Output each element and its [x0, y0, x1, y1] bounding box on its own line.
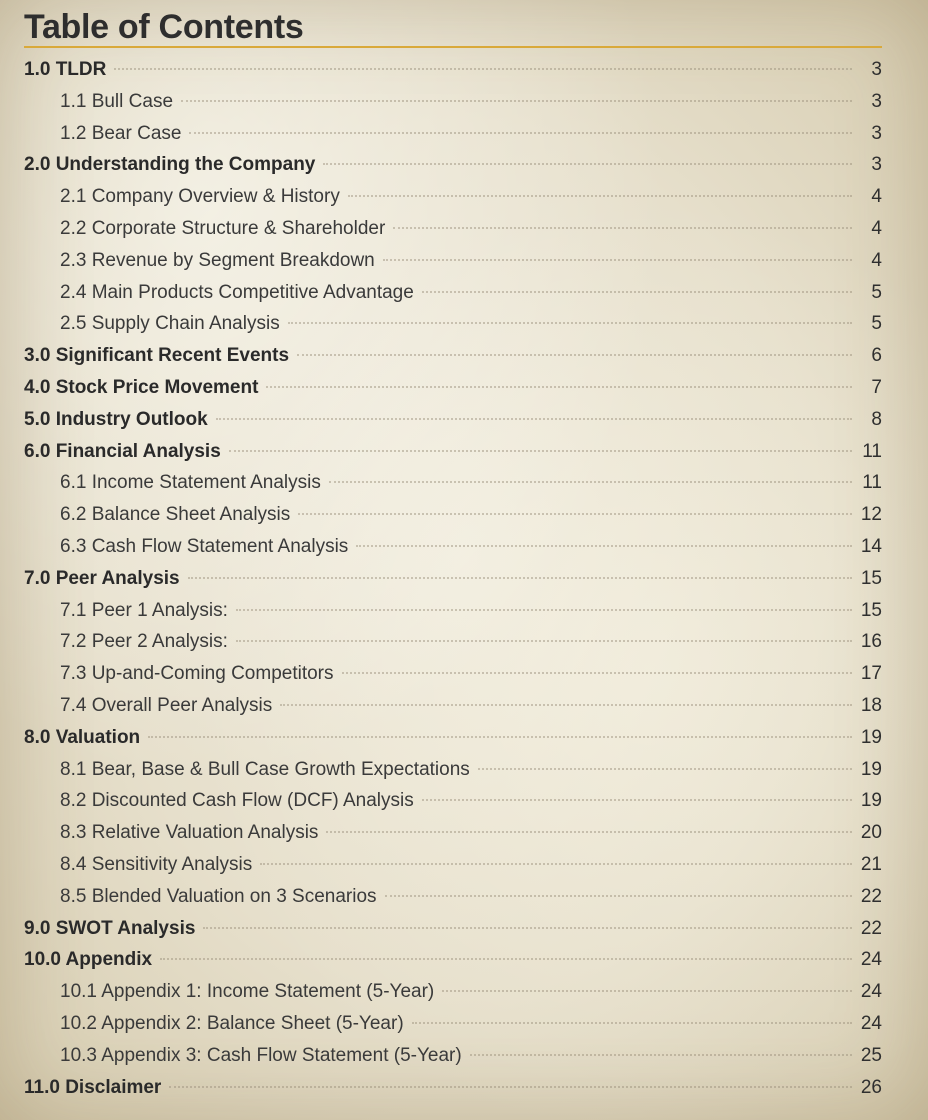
toc-entry-label: 2.4 Main Products Competitive Advantage — [60, 281, 414, 303]
toc-page-number: 4 — [871, 186, 882, 208]
toc-page-number: 11 — [862, 440, 882, 462]
toc-subsection-entry[interactable] — [24, 499, 882, 531]
toc-page-number: 19 — [860, 726, 882, 748]
dot-leader — [422, 799, 852, 801]
toc-page-number: 24 — [860, 981, 882, 1003]
toc-subsection-entry[interactable] — [24, 849, 882, 881]
toc-page-number: 15 — [860, 567, 882, 589]
toc-subsection-entry[interactable] — [24, 181, 882, 213]
toc-entry-label: 8.4 Sensitivity Analysis — [60, 853, 253, 875]
dot-leader — [169, 1086, 852, 1088]
toc-entry-label: 9.0 SWOT Analysis — [24, 917, 196, 939]
toc-section-entry[interactable] — [24, 1072, 882, 1104]
toc-entry-label: 7.1 Peer 1 Analysis: — [60, 599, 228, 621]
toc-entry-label: 7.0 Peer Analysis — [24, 567, 180, 589]
toc-entry-label: 2.5 Supply Chain Analysis — [60, 313, 280, 335]
toc-page-number: 15 — [860, 599, 882, 621]
toc-entry-label: 2.3 Revenue by Segment Breakdown — [60, 249, 375, 271]
toc-page-number: 3 — [871, 122, 882, 144]
toc-subsection-entry[interactable] — [24, 277, 882, 309]
toc-subsection-entry[interactable] — [24, 308, 882, 340]
toc-section-entry[interactable] — [24, 563, 882, 595]
table-of-contents — [24, 54, 882, 1103]
toc-page-number: 22 — [860, 885, 882, 907]
toc-page-number: 18 — [860, 694, 882, 716]
toc-page-number: 21 — [860, 853, 882, 875]
toc-subsection-entry[interactable] — [24, 467, 882, 499]
dot-leader — [114, 68, 852, 70]
toc-entry-label: 10.2 Appendix 2: Balance Sheet (5-Year) — [60, 1012, 404, 1034]
toc-page-number: 3 — [871, 59, 882, 80]
toc-subsection-entry[interactable] — [24, 626, 882, 658]
toc-subsection-entry[interactable] — [24, 817, 882, 849]
toc-page-number: 11 — [862, 472, 882, 494]
dot-leader — [342, 672, 852, 674]
toc-page-number: 19 — [860, 758, 882, 780]
toc-entry-label: 8.3 Relative Valuation Analysis — [60, 822, 319, 844]
dot-leader — [260, 863, 852, 865]
toc-section-entry[interactable] — [24, 340, 882, 372]
dot-leader — [280, 704, 852, 706]
toc-page-number: 14 — [860, 535, 882, 557]
toc-page-number: 24 — [860, 949, 882, 971]
toc-subsection-entry[interactable] — [24, 1040, 882, 1072]
dot-leader — [298, 513, 852, 515]
dot-leader — [189, 132, 852, 134]
toc-entry-label: 7.4 Overall Peer Analysis — [60, 694, 273, 716]
dot-leader — [229, 450, 852, 452]
toc-page-number: 24 — [860, 1012, 882, 1034]
dot-leader — [478, 768, 852, 770]
toc-entry-label: 4.0 Stock Price Movement — [24, 376, 259, 398]
toc-entry-label: 10.0 Appendix — [24, 949, 153, 971]
dot-leader — [188, 577, 852, 579]
toc-section-entry[interactable] — [24, 54, 882, 86]
toc-page-number: 26 — [860, 1076, 882, 1098]
toc-page-number: 16 — [860, 631, 882, 653]
toc-entry-label: 10.1 Appendix 1: Income Statement (5-Year) — [60, 981, 435, 1003]
toc-page-number: 19 — [860, 790, 882, 812]
dot-leader — [412, 1022, 852, 1024]
toc-entry-label: 6.2 Balance Sheet Analysis — [60, 504, 291, 526]
toc-subsection-entry[interactable] — [24, 86, 882, 118]
toc-entry-label: 10.3 Appendix 3: Cash Flow Statement (5-Year) — [60, 1044, 462, 1066]
dot-leader — [181, 100, 852, 102]
toc-subsection-entry[interactable] — [24, 118, 882, 150]
toc-subsection-entry[interactable] — [24, 1008, 882, 1040]
toc-section-entry[interactable] — [24, 404, 882, 436]
toc-entry-label: 11.0 Disclaimer — [24, 1076, 162, 1098]
dot-leader — [326, 831, 852, 833]
toc-entry-label: 7.3 Up-and-Coming Competitors — [60, 663, 334, 685]
dot-leader — [470, 1054, 852, 1056]
toc-page-number: 25 — [860, 1044, 882, 1066]
dot-leader — [160, 958, 852, 960]
dot-leader — [216, 418, 852, 420]
dot-leader — [203, 927, 852, 929]
toc-subsection-entry[interactable] — [24, 881, 882, 913]
toc-subsection-entry[interactable] — [24, 531, 882, 563]
toc-page-number: 8 — [871, 408, 882, 430]
toc-entry-label: 1.2 Bear Case — [60, 122, 182, 144]
toc-section-entry[interactable] — [24, 149, 882, 181]
dot-leader — [236, 640, 852, 642]
toc-entry-label: 2.2 Corporate Structure & Shareholder — [60, 217, 386, 239]
dot-leader — [393, 227, 852, 229]
toc-entry-label: 7.2 Peer 2 Analysis: — [60, 631, 228, 653]
toc-section-entry[interactable] — [24, 913, 882, 945]
toc-page-number: 20 — [860, 822, 882, 844]
toc-page-number: 3 — [871, 154, 882, 176]
dot-leader — [383, 259, 852, 261]
toc-section-entry[interactable] — [24, 944, 882, 976]
dot-leader — [297, 354, 852, 356]
toc-section-entry[interactable] — [24, 436, 882, 468]
dot-leader — [442, 990, 852, 992]
toc-subsection-entry[interactable] — [24, 754, 882, 786]
dot-leader — [288, 322, 852, 324]
toc-entry-label: 8.1 Bear, Base & Bull Case Growth Expectations — [60, 758, 470, 780]
toc-entry-label: 8.5 Blended Valuation on 3 Scenarios — [60, 885, 377, 907]
toc-entry-label: 8.2 Discounted Cash Flow (DCF) Analysis — [60, 790, 414, 812]
toc-entry-label: 5.0 Industry Outlook — [24, 408, 208, 430]
toc-page-number: 4 — [871, 249, 882, 271]
dot-leader — [266, 386, 852, 388]
dot-leader — [329, 481, 852, 483]
toc-entry-label: 2.1 Company Overview & History — [60, 186, 340, 208]
toc-entry-label: 3.0 Significant Recent Events — [24, 345, 290, 367]
toc-subsection-entry[interactable] — [24, 690, 882, 722]
toc-page-number: 3 — [871, 90, 882, 112]
toc-subsection-entry[interactable] — [24, 213, 882, 245]
toc-entry-label: 8.0 Valuation — [24, 726, 141, 748]
toc-entry-label: 6.1 Income Statement Analysis — [60, 472, 321, 494]
toc-entry-label: 6.0 Financial Analysis — [24, 440, 221, 462]
toc-page-number: 6 — [871, 345, 882, 367]
toc-entry-label: 2.0 Understanding the Company — [24, 154, 316, 176]
toc-section-entry[interactable] — [24, 372, 882, 404]
dot-leader — [323, 163, 852, 165]
toc-entry-label: 6.3 Cash Flow Statement Analysis — [60, 535, 349, 557]
toc-page-number: 22 — [860, 917, 882, 939]
dot-leader — [148, 736, 852, 738]
toc-subsection-entry[interactable] — [24, 658, 882, 690]
toc-page-number: 12 — [860, 504, 882, 526]
toc-subsection-entry[interactable] — [24, 595, 882, 627]
dot-leader — [348, 195, 852, 197]
toc-subsection-entry[interactable] — [24, 976, 882, 1008]
toc-page-number: 5 — [871, 281, 882, 303]
dot-leader — [422, 291, 852, 293]
toc-page-number: 17 — [860, 663, 882, 685]
dot-leader — [356, 545, 852, 547]
toc-subsection-entry[interactable] — [24, 245, 882, 277]
title-underline — [24, 46, 882, 48]
toc-entry-label: 1.1 Bull Case — [60, 90, 174, 112]
page-title: Table of Contents — [24, 8, 304, 46]
dot-leader — [236, 609, 852, 611]
toc-section-entry[interactable] — [24, 722, 882, 754]
dot-leader — [385, 895, 852, 897]
toc-page-number: 7 — [871, 376, 882, 398]
toc-page-number: 5 — [871, 313, 882, 335]
toc-entry-label: 1.0 TLDR — [24, 59, 107, 80]
toc-page-number: 4 — [871, 217, 882, 239]
toc-subsection-entry[interactable] — [24, 785, 882, 817]
